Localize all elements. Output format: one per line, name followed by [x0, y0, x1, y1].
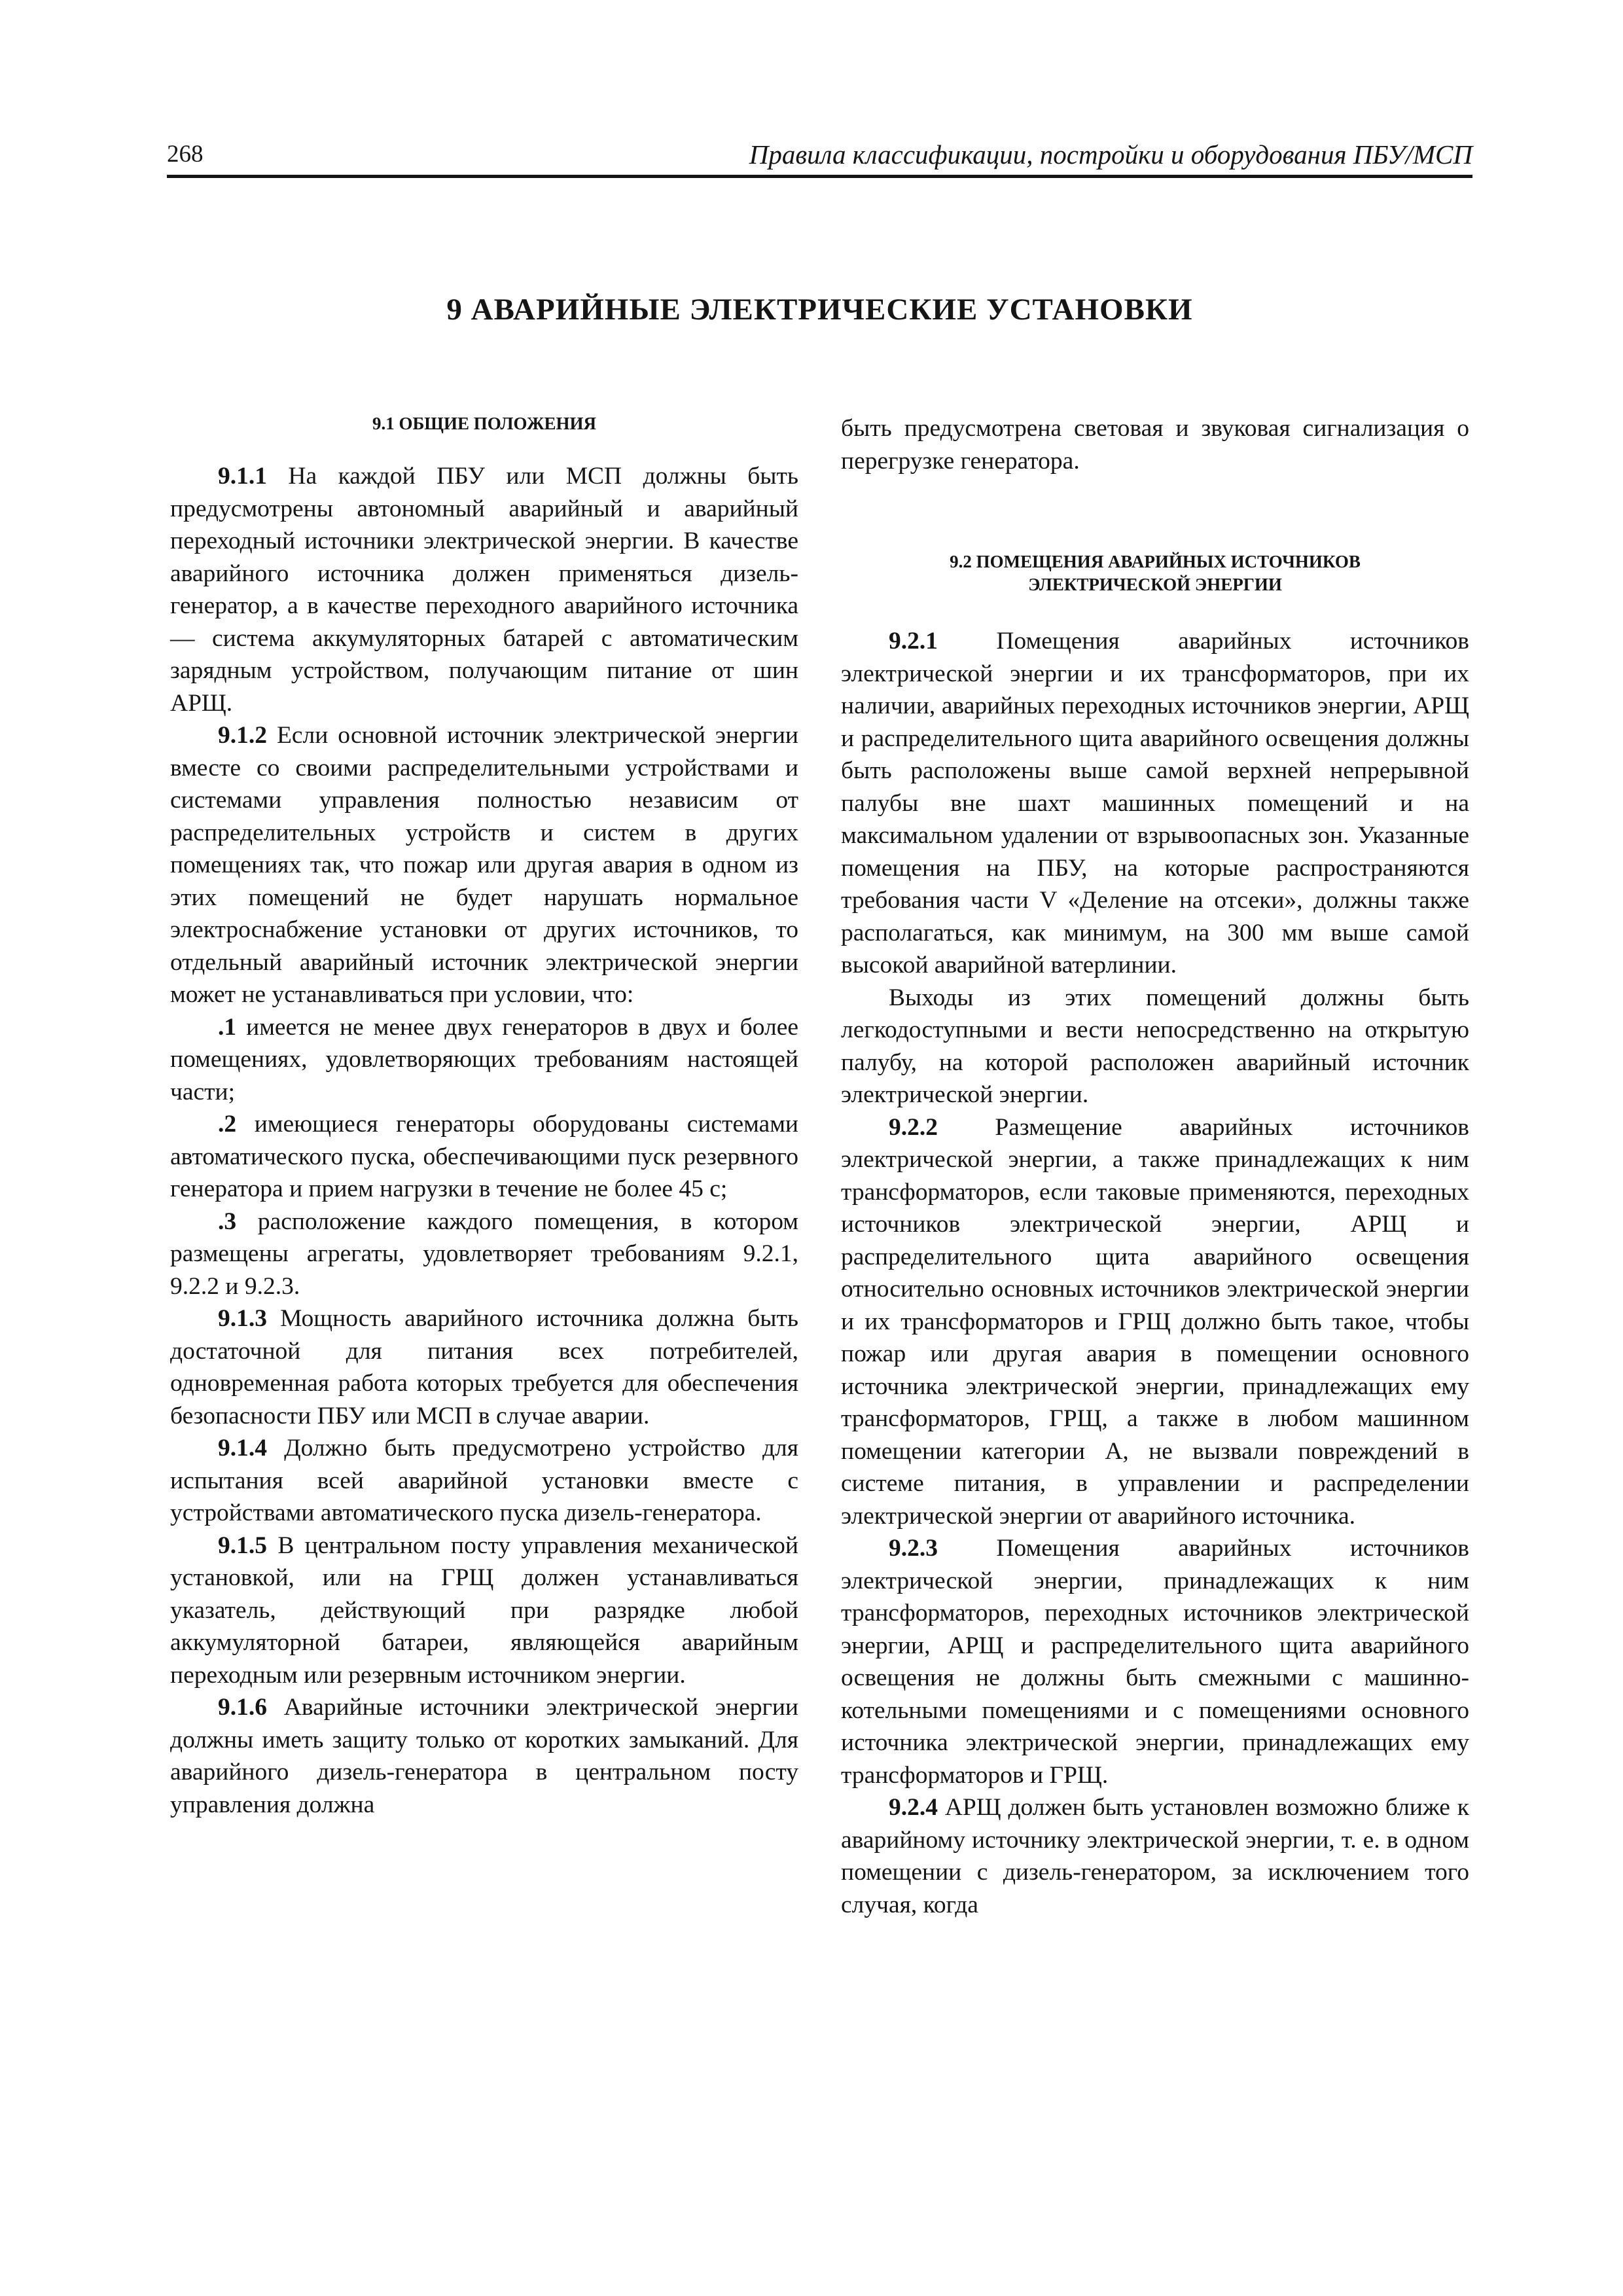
section-heading-line: ЭЛЕКТРИЧЕСКОЙ ЭНЕРГИИ — [1028, 575, 1282, 594]
paragraph-number: 9.2.1 — [889, 628, 938, 655]
paragraph-text: Аварийные источники электрической энергии должны иметь защиту только от коротких замыканий. Для аварийного дизель-генератора в центральном посту управления должна — [170, 1694, 798, 1818]
running-title: Правила классификации, постройки и оборудования ПБУ/МСП — [749, 139, 1472, 170]
paragraph-text: Выходы из этих помещений должны быть легкодоступными и вести непосредственно на открытую палубу, на которой расположен аварийный источник электрической энергии. — [841, 984, 1469, 1108]
list-item-number: .2 — [218, 1111, 237, 1138]
paragraph-9-2-4 — [841, 1791, 1469, 1921]
paragraph-number: 9.1.3 — [218, 1305, 267, 1332]
paragraph-9-1-3 — [170, 1302, 798, 1432]
right-column — [841, 412, 1469, 1921]
paragraph-9-1-1 — [170, 460, 798, 719]
list-item-text: имеющиеся генераторы оборудованы системами автоматического пуска, обеспечивающими пуск резервного генератора и прием нагрузки в течение не более 45 с; — [170, 1111, 798, 1202]
section-heading-9-2 — [841, 550, 1469, 596]
paragraph-text: На каждой ПБУ или МСП должны быть предусмотрены автономный аварийный и аварийный переходный источники электрической энергии. В качестве аварийного источника должен применяться дизель-генератор, а в качестве переходного аварийного источника — система аккумуляторных батарей с автоматическим зарядным устройством, получающим питание от шин АРЩ. — [170, 463, 798, 717]
list-item-3 — [170, 1206, 798, 1303]
paragraph-text: АРЩ должен быть установлен возможно ближе к аварийному источнику электрической энергии, т. е. в одном помещении с дизель-генератором, за исключением того случая, когда — [841, 1794, 1469, 1918]
paragraph-exits — [841, 982, 1469, 1111]
page-number: 268 — [167, 141, 204, 168]
paragraph-number: 9.1.1 — [218, 463, 267, 490]
list-item-number: .1 — [218, 1013, 237, 1041]
left-column — [170, 412, 798, 1821]
paragraph-number: 9.1.2 — [218, 722, 267, 749]
paragraph-number: 9.1.6 — [218, 1694, 267, 1721]
paragraph-9-1-6 — [170, 1691, 798, 1821]
paragraph-number: 9.2.4 — [889, 1794, 938, 1821]
paragraph-number: 9.2.2 — [889, 1113, 938, 1141]
paragraph-text: Мощность аварийного источника должна быть достаточной для питания всех потребителей, одновременная работа которых требуется для обеспечения безопасности ПБУ или МСП в случае аварии. — [170, 1305, 798, 1429]
list-item-1 — [170, 1011, 798, 1109]
paragraph-9-2-1 — [841, 625, 1469, 982]
paragraph-9-1-4 — [170, 1432, 798, 1530]
paragraph-number: 9.2.3 — [889, 1535, 938, 1562]
list-item-number: .3 — [218, 1208, 237, 1235]
paragraph-text: Помещения аварийных источников электрической энергии и их трансформаторов, при их наличии, аварийных переходных источников энергии, АРЩ и распределительного щита аварийного освещения должны быть расположены выше самой верхней непрерывной палубы вне шахт машинных помещений и на максимальном удалении от взрывоопасных зон. Указанные помещения на ПБУ, на которые распространяются требования части V «Деление на отсеки», должны также располагаться, как минимум, на 300 мм выше самой высокой аварийной ватерлинии. — [841, 628, 1469, 978]
list-item-text: расположение каждого помещения, в котором размещены агрегаты, удовлетворяет требованиям 9.2.1, 9.2.2 и 9.2.3. — [170, 1208, 798, 1300]
section-heading-9-1: 9.1 ОБЩИЕ ПОЛОЖЕНИЯ — [372, 414, 597, 433]
paragraph-9-1-5 — [170, 1530, 798, 1692]
section-heading-line: 9.2 ПОМЕЩЕНИЯ АВАРИЙНЫХ ИСТОЧНИКОВ — [950, 552, 1361, 571]
paragraph-9-2-3 — [841, 1532, 1469, 1791]
page-header — [167, 139, 1472, 178]
paragraph-number: 9.1.4 — [218, 1435, 267, 1462]
list-item-2 — [170, 1108, 798, 1206]
paragraph-number: 9.1.5 — [218, 1532, 267, 1559]
paragraph-text: В центральном посту управления механической установкой, или на ГРЩ должен устанавливаться указатель, действующий при разрядке любой аккумуляторной батареи, являющейся аварийным переходным или резервным источником энергии. — [170, 1532, 798, 1689]
paragraph-text: Если основной источник электрической энергии вместе со своими распределительными устройствами и системами управления полностью независим от распределительных устройств и систем в других помещениях так, что пожар или другая авария в одном из этих помещений не будет нарушать нормальное электроснабжение установки от других источников, то отдельный аварийный источник электрической энергии может не устанавливаться при условии, что: — [170, 722, 798, 1008]
paragraph-9-2-2 — [841, 1111, 1469, 1533]
paragraph-9-1-2 — [170, 719, 798, 1011]
paragraph-text: Помещения аварийных источников электрической энергии, принадлежащих к ним трансформаторов, переходных источников электрической энергии, АРЩ и распределительного щита аварийного освещения не должны быть смежными с машинно-котельными помещениями и с помещениями основного источника электрической энергии, принадлежащих ему трансформаторов и ГРЩ. — [841, 1535, 1469, 1789]
paragraph-text: Размещение аварийных источников электрической энергии, а также принадлежащих к ним трансформаторов, если таковые применяются, переходных источников электрической энергии, АРЩ и распределительного щита аварийного освещения относительно основных источников электрической энергии и их трансформаторов и ГРЩ должно быть такое, чтобы пожар или другая авария в помещении основного источника электрической энергии, принадлежащих ему трансформаторов, ГРЩ, а также в любом машинном помещении категории А, не вызвали повреждений в системе питания, в управлении и распределении электрической энергии от аварийного источника. — [841, 1113, 1469, 1530]
list-item-text: имеется не менее двух генераторов в двух и более помещениях, удовлетворяющих требованиям настоящей части; — [170, 1013, 798, 1105]
continued-text: быть предусмотрена световая и звуковая сигнализация о перегрузке генератора. — [841, 415, 1469, 475]
paragraph-text: Должно быть предусмотрено устройство для испытания всей аварийной установки вместе с устройствами автоматического пуска дизель-генератора. — [170, 1435, 798, 1526]
header-rule — [167, 175, 1472, 178]
chapter-title: 9 АВАРИЙНЫЕ ЭЛЕКТРИЧЕСКИЕ УСТАНОВКИ — [446, 293, 1193, 327]
